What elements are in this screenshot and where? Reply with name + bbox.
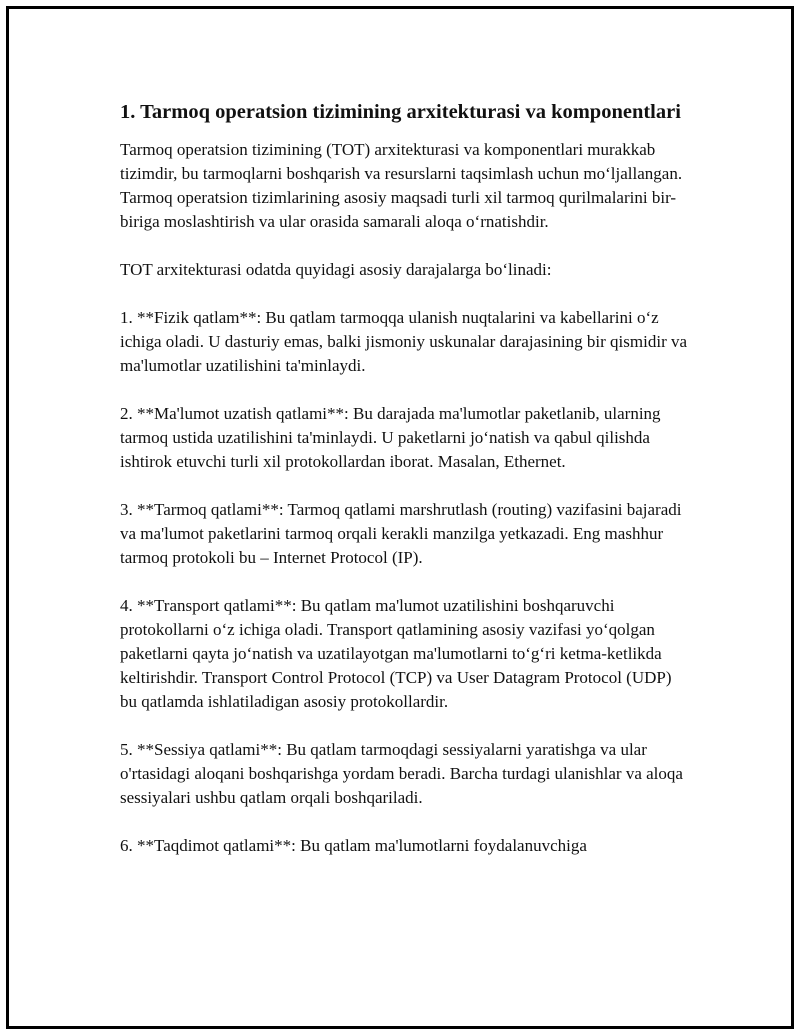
- paragraph-data-link-layer: 2. **Ma'lumot uzatish qatlami**: Bu darajada ma'lumotlar paketlanib, ularning tarmoq ustida uzatilishini ta'minlaydi. U paketlarni joʻnatish va qabul qilishda ishtirok etuvchi turli xil protokollardan iborat. Masalan, Ethernet.: [120, 404, 661, 471]
- document-body: [120, 99, 690, 882]
- paragraph-network-layer: 3. **Tarmoq qatlami**: Tarmoq qatlami marshrutlash (routing) vazifasini bajaradi va ma'lumot paketlarini tarmoq orqali kerakli manzilga yetkazadi. Eng mashhur tarmoq protokoli bu – Internet Protocol (IP).: [120, 500, 682, 567]
- paragraph-transport-layer: 4. **Transport qatlami**: Bu qatlam ma'lumot uzatilishini boshqaruvchi protokollarni oʻz ichiga oladi. Transport qatlamining asosiy vazifasi yoʻqolgan paketlarni qayta joʻnatish va uzatilayotgan ma'lumotlarni toʻgʻri ketma-ketlikda keltirishdir. Transport Control Protocol (TCP) va User Datagram Protocol (UDP) bu qatlamda ishlatiladigan asosiy protokollardir.: [120, 596, 672, 711]
- paragraph-intro: Tarmoq operatsion tizimining (TOT) arxitekturasi va komponentlari murakkab tizimdir, bu tarmoqlarni boshqarish va resurslarni taqsimlash uchun moʻljallangan. Tarmoq operatsion tizimlarining asosiy maqsadi turli xil tarmoq qurilmalarini bir-biriga moslashtirish va ular orasida samarali aloqa oʻrnatishdir.: [120, 140, 683, 231]
- page-frame: [6, 6, 794, 1029]
- document-title: 1. Tarmoq operatsion tizimining arxitekturasi va komponentlari: [120, 101, 681, 123]
- paragraph-layers-intro: TOT arxitekturasi odatda quyidagi asosiy darajalarga boʻlinadi:: [120, 260, 552, 279]
- paragraph-session-layer: 5. **Sessiya qatlami**: Bu qatlam tarmoqdagi sessiyalarni yaratishga va ular o'rtasidagi aloqani boshqarishga yordam beradi. Barcha turdagi ulanishlar va aloqa sessiyalari ushbu qatlam orqali boshqariladi.: [120, 740, 683, 807]
- paragraph-presentation-layer: 6. **Taqdimot qatlami**: Bu qatlam ma'lumotlarni foydalanuvchiga: [120, 836, 587, 855]
- paragraph-physical-layer: 1. **Fizik qatlam**: Bu qatlam tarmoqqa ulanish nuqtalarini va kabellarini oʻz ichiga oladi. U dasturiy emas, balki jismoniy uskunalar darajasining bir qismidir va ma'lumotlar uzatilishini ta'minlaydi.: [120, 308, 688, 375]
